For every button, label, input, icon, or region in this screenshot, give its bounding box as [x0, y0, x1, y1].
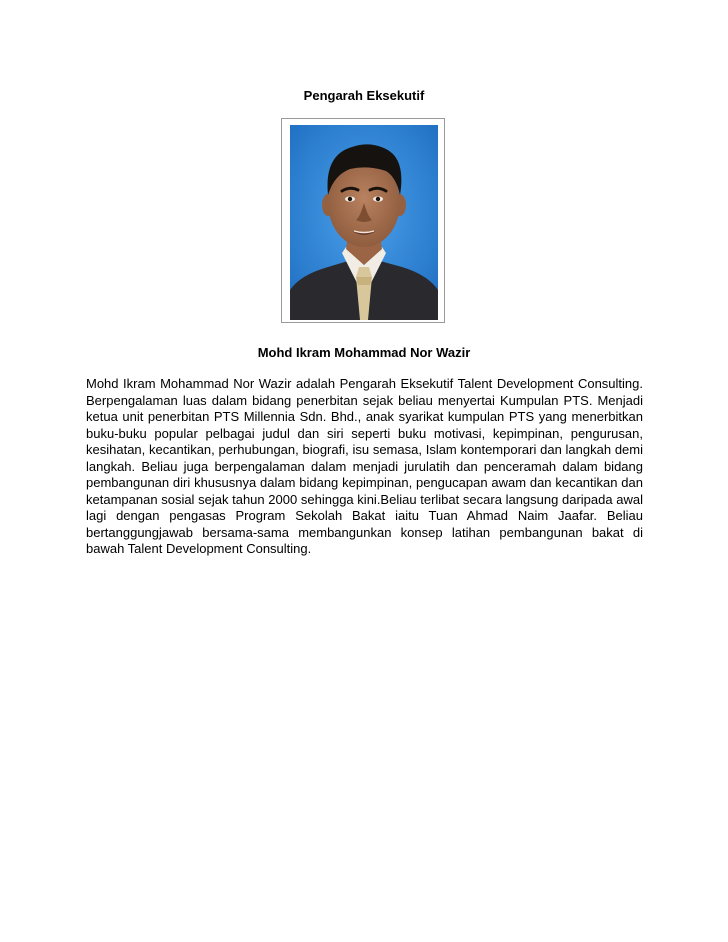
- page-title: Pengarah Eksekutif: [303, 88, 425, 103]
- person-name: Mohd Ikram Mohammad Nor Wazir: [257, 345, 471, 360]
- portrait-photo: [290, 125, 438, 320]
- biography-paragraph: Mohd Ikram Mohammad Nor Wazir adalah Pengarah Eksekutif Talent Development Consulting. Berpengalaman luas dalam bidang penerbitan sejak beliau menyertai Kumpulan PTS. Menjadi ketua unit penerbitan PTS Millennia Sdn. Bhd., anak syarikat kumpulan PTS yang menerbitkan buku-buku popular pelbagai judul dan siri seperti buku motivasi, kepimpinan, pengurusan, kesihatan, kecantikan, perhubungan, biografi, isu semasa, Islam kontemporari dan langkah demi langkah. Beliau juga berpengalaman dalam menjadi jurulatih dan penceramah dalam bidang pembangunan diri khususnya dalam bidang kepimpinan, pengucapan awam dan kecantikan dan ketampanan sosial sejak tahun 2000 sehingga kini.Beliau terlibat secara langsung daripada awal lagi dengan pengasas Program Sekolah Bakat iaitu Tuan Ahmad Naim Jaafar. Beliau bertanggungjawab bersama-sama membangunkan konsep latihan pembangunan bakat di bawah Talent Development Consulting.: [86, 376, 643, 556]
- portrait-photo-frame: [281, 118, 445, 323]
